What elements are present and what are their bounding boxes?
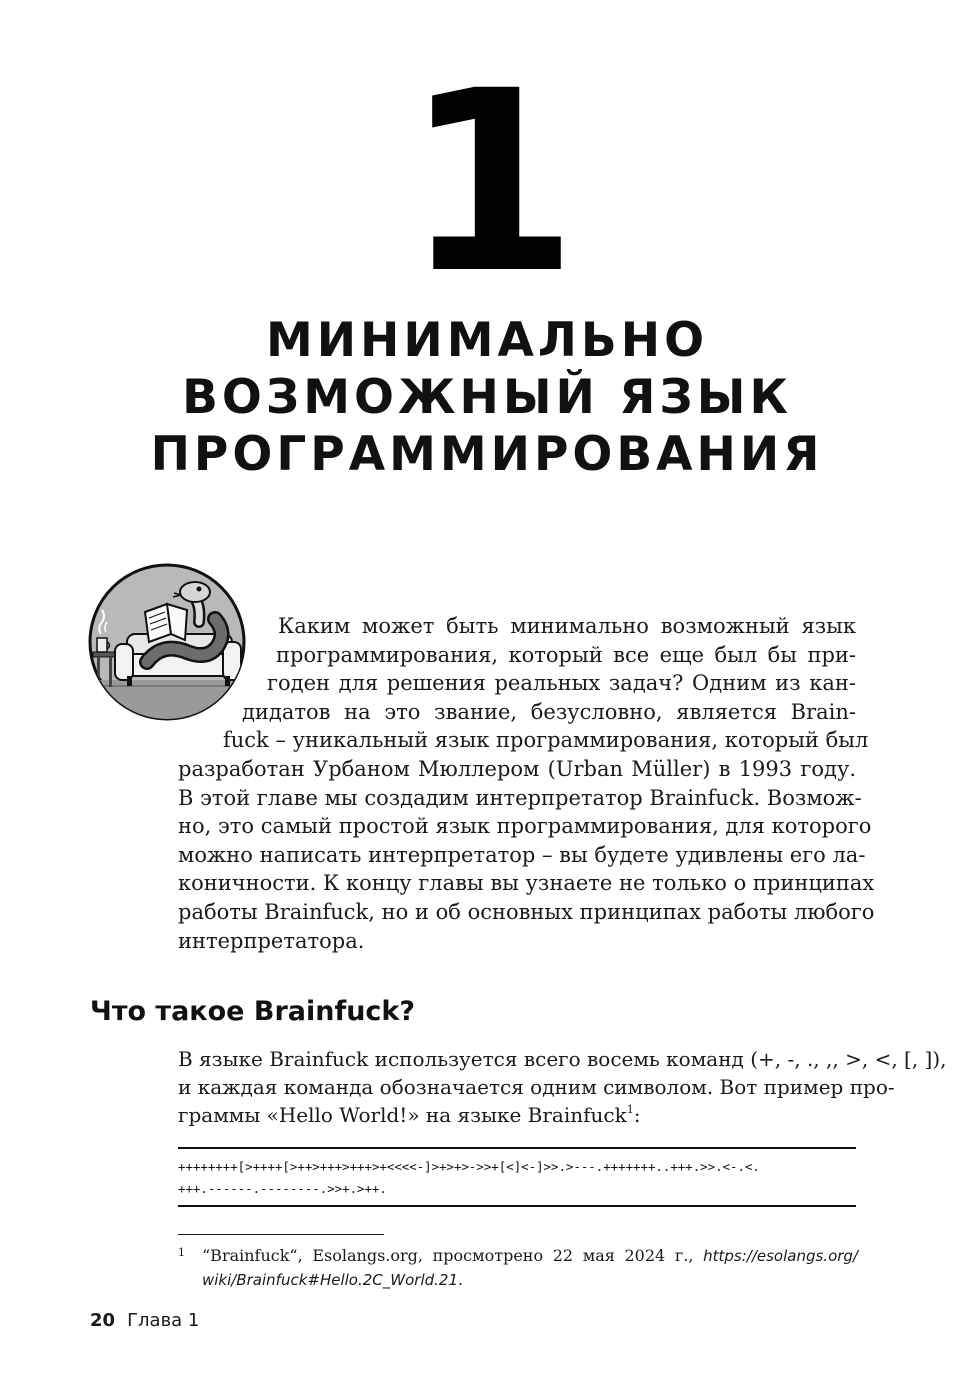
intro-line: интерпретатора.: [178, 928, 365, 953]
footnote-number: 1: [178, 1246, 185, 1259]
chapter-title: [0, 312, 974, 483]
code-line: ++++++++[>++++[>++>+++>+++>+<<<<-]>+>+>->>+[<]<-]>>.>---.+++++++..+++.>>.<-.<.: [178, 1159, 760, 1174]
intro-line: дидатов на это звание, безусловно, является Brain-: [242, 699, 856, 724]
page-footer: [90, 1309, 199, 1333]
intro-line: годен для решения реальных задач? Одним из кан-: [267, 671, 856, 696]
intro-paragraph: [178, 612, 875, 955]
paragraph-line: [178, 1101, 856, 1129]
chapter-title-line: МИНИМАЛЬНО: [265, 313, 709, 368]
chapter-number: 1: [404, 37, 570, 328]
code-block: [178, 1147, 856, 1207]
paragraph-text: граммы «Hello World!» на языке Brainfuck: [178, 1103, 627, 1127]
footnote-line: [202, 1244, 858, 1268]
code-line: +++.------.--------.>>+.>++.: [178, 1181, 387, 1196]
intro-line: В этой главе мы создадим интерпретатор Brainfuck. Возмож-: [178, 785, 862, 810]
intro-line: можно написать интерпретатор – вы будете удивлены его ла-: [178, 842, 866, 867]
footnote-divider: [178, 1234, 384, 1235]
running-header: Глава 1: [127, 1310, 200, 1331]
intro-line: fuck – уникальный язык программирования, который был: [223, 728, 869, 753]
chapter-title-line: ПРОГРАММИРОВАНИЯ: [150, 427, 824, 482]
paragraph-line: и каждая команда обозначается одним символом. Вот пример про-: [178, 1075, 895, 1099]
footnote-text: .: [457, 1270, 464, 1289]
page-number: 20: [90, 1310, 116, 1331]
intro-line: коничности. К концу главы вы узнаете не только о принципах: [178, 871, 875, 896]
footnote: [178, 1244, 858, 1292]
paragraph-line: В языке Brainfuck используется всего восемь команд (+, -, ., ,, >, <, [, ]),: [178, 1047, 947, 1071]
footnote-link[interactable]: wiki/Brainfuck#Hello.2C_World.21: [202, 1271, 458, 1289]
footnote-text: “Brainfuck“, Esolangs.org, просмотрено 22 мая 2024 г.,: [202, 1246, 694, 1265]
paragraph-text: :: [633, 1103, 641, 1127]
intro-line: работы Brainfuck, но и об основных принципах работы любого: [178, 899, 875, 924]
footnote-link[interactable]: https://esolangs.org/: [703, 1247, 858, 1265]
intro-line: но, это самый простой язык программирования, для которого: [178, 814, 872, 839]
section-heading: Что такое Brainfuck?: [90, 996, 416, 1027]
intro-line: Каким может быть минимально возможный язык: [278, 614, 856, 638]
intro-line: разработан Урбаном Мюллером (Urban Müller) в 1993 году.: [178, 756, 856, 781]
footnote-line: [202, 1268, 858, 1292]
footnote-reference[interactable]: 1: [626, 1103, 634, 1116]
section-paragraph: [178, 1045, 947, 1129]
intro-line: программирования, который все еще был бы при-: [276, 642, 856, 667]
chapter-title-line: ВОЗМОЖНЫЙ ЯЗЫК: [182, 370, 792, 425]
